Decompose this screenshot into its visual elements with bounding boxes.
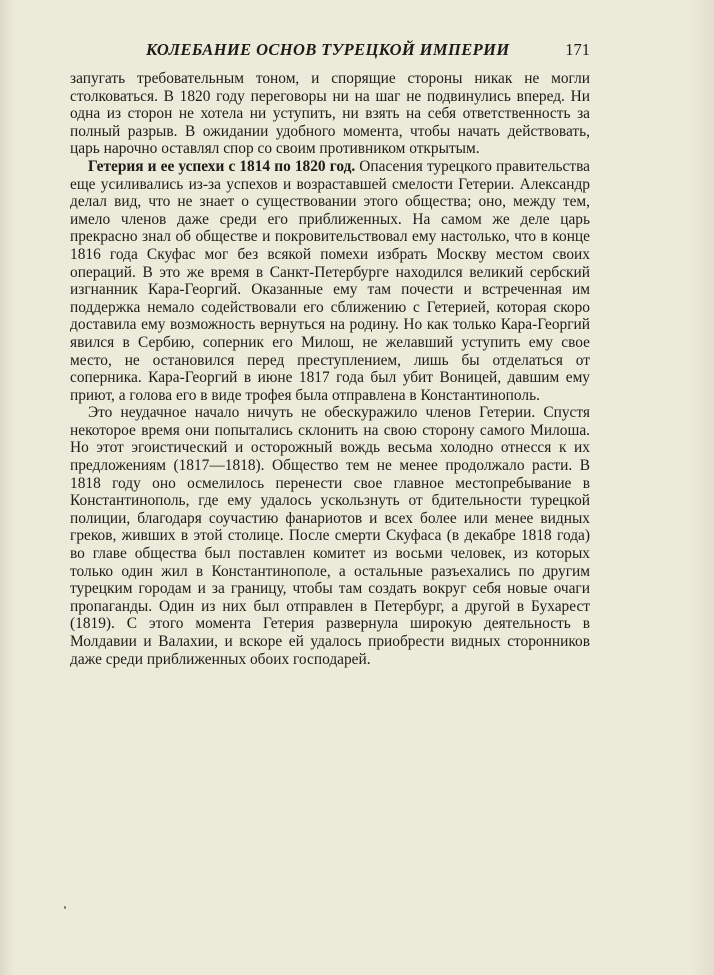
paragraph-3 <box>70 404 590 668</box>
section-lead: Гетерия и ее успехи с 1814 по 1820 год. <box>88 157 356 175</box>
running-title: КОЛЕБАНИЕ ОСНОВ ТУРЕЦКОЙ ИМПЕРИИ <box>146 40 510 59</box>
page-number: 171 <box>565 40 590 59</box>
running-head <box>70 40 590 62</box>
paragraph-2 <box>70 158 590 404</box>
paper-speck <box>64 906 66 909</box>
text-body <box>70 70 590 668</box>
paragraph-1-text: запугать требовательным тоном, и спорящие стороны никак не могли столковаться. В 1820 году переговоры ни на шаг не подвинулись вперед. Ни одна из сторон не хотела ни уступить, ни взять на себя ответственность за полный разрыв. В ожидании удобного момента, чтобы начать действовать, царь нарочно оставлял спор со своим противником открытым. <box>70 70 590 158</box>
paragraph-3-text: Это неудачное начало ничуть не обескуражило членов Гетерии. Спустя некоторое время они попытались склонить на свою сторону самого Милоша. Но этот эгоистический и осторожный вождь весьма холодно отнесся к их предложениям (1817—1818). Общество тем не менее продолжало расти. В 1818 году оно осмелилось перенести свое главное местопребывание в Константинополь, где ему удалось ускользнуть от бдительности турецкой полиции, благодаря соучастию фанариотов и всех более или менее видных греков, живших в этой столице. После смерти Скуфаса (в декабре 1818 года) во главе общества был поставлен комитет из восьми человек, из которых только один жил в Константинополе, а остальные разъехались по другим турецким городам и за границу, чтобы там создать вокруг себя новые очаги пропаганды. Один из них был отправлен в Петербург, а другой в Бухарест (1819). С этого момента Гетерия развернула широкую деятельность в Молдавии и Валахии, и вскоре ей удалось приобрести видных сторонников даже среди приближенных обоих господарей. <box>70 404 590 668</box>
paragraph-1 <box>70 70 590 158</box>
paragraph-2-text: Опасения турецкого правительства еще усиливались из-за успехов и возраставшей смелости Гетерии. Александр делал вид, что не знает о существовании этого общества; оно, между тем, имело членов даже среди его приближенных. На самом же деле царь прекрасно знал об обществе и покровительствовал ему настолько, что в конце 1816 года Скуфас мог без всякой помехи избрать Москву местом своих операций. В это же время в Санкт-Петербурге находился великий сербский изгнанник Кара-Георгий. Оказанные ему там почести и встреченная им поддержка немало содействовали его сближению с Гетерией, которая скоро доставила ему возможность вернуться на родину. Но как только Кара-Георгий явился в Сербию, соперник его Милош, не желавший уступить ему свое место, не остановился перед преступлением, лишь бы отделаться от соперника. Кара-Георгий в июне 1817 года был убит Воницей, давшим ему приют, а голова его в виде трофея была отправлена в Константинополь. <box>70 157 590 404</box>
